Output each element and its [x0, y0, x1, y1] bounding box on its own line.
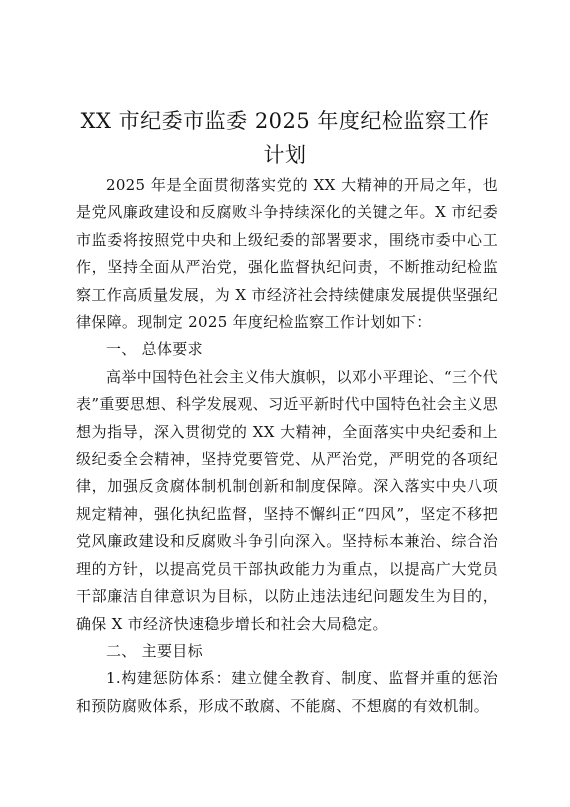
main-goal-item-1: 1.构建惩防体系：建立健全教育、制度、监督并重的惩治和预防腐败体系，形成不敢腐、不能腐、不想腐的有效机制。: [76, 669, 498, 715]
intro-paragraph: 2025 年是全面贯彻落实党的 XX 大精神的开局之年，也是党风廉政建设和反腐败斗争持续深化的关键之年。X 市纪委市监委将按照党中央和上级纪委的部署要求，围绕市委中心工作，坚持全面从严治党，强化监督执纪问责，不断推动纪检监察工作高质量发展，为 X 市经济社会持续健康发展提供坚强纪律保障。现制定 2025 年度纪检监察工作计划如下：: [76, 176, 498, 332]
document-title: XX 市纪委市监委 2025 年度纪检监察工作计划: [80, 109, 490, 167]
general-requirements-paragraph: 高举中国特色社会主义伟大旗帜，以邓小平理论、“三个代表”重要思想、科学发展观、习近平新时代中国特色社会主义思想为指导，深入贯彻党的 XX 大精神，全面落实中央纪委和上级纪委全会精神，坚持党要管党、从严治党，严明党的各项纪律，加强反贪腐体制机制创新和制度保障。深入落实中央八项规定精神，强化执纪监督，坚持不懈纠正“四风”，坚定不移把党风廉政建设和反腐败斗争引向深入。坚持标本兼治、综合治理的方针，以提高党员干部执政能力为重点，以提高广大党员干部廉洁自律意识为目标，以防止违法违纪问题发生为目的，确保 X 市经济快速稳步增长和社会大局稳定。: [76, 367, 498, 633]
section-heading-general-requirements: 一、 总体要求: [106, 340, 203, 359]
section-heading-main-goals: 二、 主要目标: [106, 641, 203, 660]
document-body: [76, 172, 498, 720]
